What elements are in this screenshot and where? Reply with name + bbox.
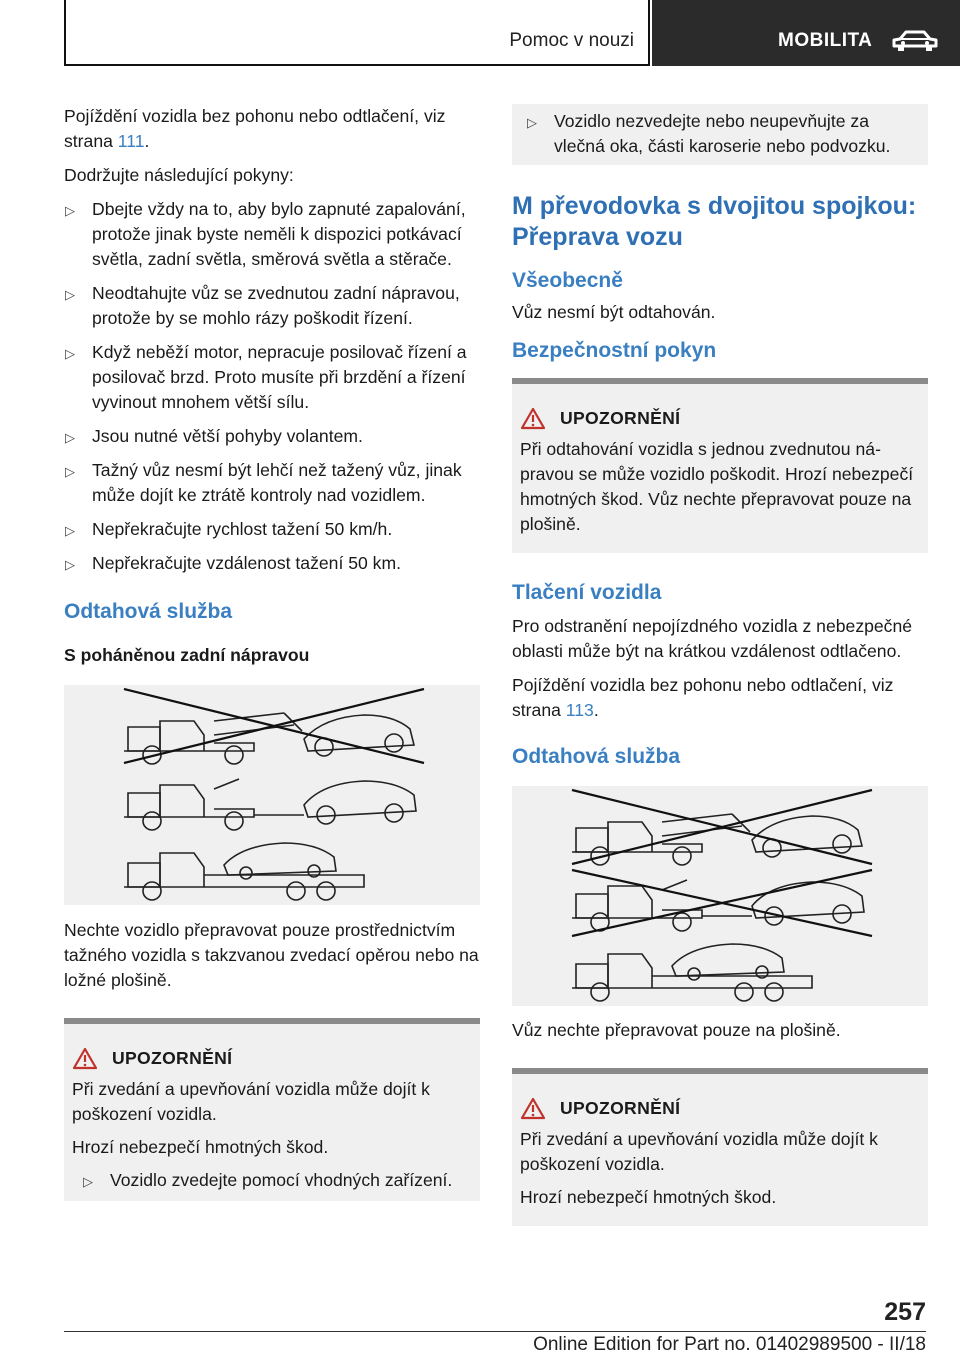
instruction-list xyxy=(64,197,480,576)
warning-triangle-icon xyxy=(72,1047,98,1077)
push-ref-paragraph xyxy=(512,673,928,723)
towing-illustration-svg xyxy=(512,786,928,1006)
push-ref-end: . xyxy=(593,700,599,720)
bullet-triangle-icon: ▷ xyxy=(65,346,75,361)
push-heading: Tlačení vozidla xyxy=(512,581,662,604)
right-column xyxy=(512,104,928,1226)
bullet-triangle-icon: ▷ xyxy=(65,203,75,218)
follow-instructions: Dodržujte následující pokyny: xyxy=(64,165,294,185)
warning-box-towing xyxy=(512,378,928,553)
bullet-triangle-icon: ▷ xyxy=(65,557,75,572)
list-item xyxy=(64,517,480,542)
bullet-triangle-icon: ▷ xyxy=(527,115,537,130)
transport-paragraph: Nechte vozidlo přepravovat pouze prostřednictvím tažného vozidla s takzvanou zvedací opěrou nebo na ložné plošině. xyxy=(64,920,479,990)
list-item xyxy=(64,458,480,508)
bullet-triangle-icon: ▷ xyxy=(65,464,75,479)
list-item-text: Dbejte vždy na to, aby bylo zapnuté zapalování, protože jinak byste neměli k dispozici potkávací světla, zadní světla, směrová světla a stěrače. xyxy=(92,199,466,269)
warning-text-1: Při zvedání a upevňování vozidla může dojít k poškození vozidla. xyxy=(72,1079,430,1124)
rear-drive-heading: S poháněnou zadní nápravou xyxy=(64,645,310,665)
header-chapter-title: MOBILITA xyxy=(778,30,873,51)
list-item-text: Jsou nutné větší pohyby volantem. xyxy=(92,426,363,446)
warning-text: Při odtahování vozidla s jednou zvednutou nápravou se může vozidlo poškodit. Hrozí nebezpečí hmotných škod. Vůz nechte přepravovat pouze na plošině. xyxy=(520,439,914,534)
section-heading-dct: M převodovka s dvojitou spojkou: Přeprava vozu xyxy=(512,192,917,251)
header-section-title: Pomoc v nouzi xyxy=(509,30,634,51)
list-item-text: Vozidlo zvedejte pomocí vhodných zařízení. xyxy=(110,1170,453,1190)
header-chapter-box xyxy=(652,0,960,66)
warning-text-2: Hrozí nebezpečí hmotných škod. xyxy=(72,1137,329,1157)
list-item xyxy=(64,197,480,272)
towing-service-heading: Odtahová služba xyxy=(64,600,233,623)
bullet-triangle-icon: ▷ xyxy=(65,523,75,538)
footer-divider xyxy=(64,1331,926,1332)
note-list xyxy=(526,109,918,159)
left-column xyxy=(64,104,480,1201)
warning-triangle-icon xyxy=(520,1097,546,1127)
footer-edition: Online Edition for Part no. 01402989500 - II/18 xyxy=(533,1334,926,1355)
warning-triangle-icon xyxy=(520,407,546,437)
list-item-text: Nepřekračujte rychlost tažení 50 km/h. xyxy=(92,519,393,539)
towing-illustration-svg xyxy=(64,685,480,905)
warning-title-text: UPOZORNĚNÍ xyxy=(112,1048,233,1068)
general-heading: Všeobecně xyxy=(512,269,623,292)
list-item-text: Nepřekračujte vzdálenost tažení 50 km. xyxy=(92,553,402,573)
warning-list xyxy=(82,1168,470,1193)
warning-title xyxy=(520,1096,918,1121)
warning-title xyxy=(520,406,918,431)
page-link-111[interactable]: 111 xyxy=(117,131,145,151)
list-item-text: Když neběží motor, nepracuje posilovač řízení a posilovač brzd. Proto musíte při brzdění a řízení vyvinout mnohem větší sílu. xyxy=(92,342,467,412)
header-section-box xyxy=(64,0,650,66)
list-item-text: Neodtahujte vůz se zvednutou zadní nápravou, protože by se mohlo rázy poškodit řízení. xyxy=(92,283,460,328)
warning-text-2: Hrozí nebezpečí hmotných škod. xyxy=(520,1187,777,1207)
warning-title-text: UPOZORNĚNÍ xyxy=(560,1098,681,1118)
list-item-text: Vozidlo nezvedejte nebo neupevňujte za vlečná oka, části karoserie nebo podvozku. xyxy=(554,111,891,156)
push-text: Pro odstranění nepojízdného vozidla z nebezpečné oblasti může být na krátkou vzdálenost odtlačeno. xyxy=(512,616,913,661)
warning-title-text: UPOZORNĚNÍ xyxy=(560,408,681,428)
towing-service-heading-right: Odtahová služba xyxy=(512,745,681,768)
warning-title xyxy=(72,1046,470,1071)
list-item xyxy=(64,424,480,449)
page-link-113[interactable]: 113 xyxy=(565,700,594,720)
bullet-triangle-icon: ▷ xyxy=(83,1174,93,1189)
list-item xyxy=(64,551,480,576)
car-icon xyxy=(890,28,940,57)
general-text: Vůz nesmí být odtahován. xyxy=(512,302,716,322)
platform-text: Vůz nechte přepravovat pouze na plošině. xyxy=(512,1020,841,1040)
intro-text: Pojíždění vozidla bez pohonu nebo odtlačení, viz strana xyxy=(64,106,446,151)
page-number: 257 xyxy=(884,1298,926,1326)
bullet-triangle-icon: ▷ xyxy=(65,287,75,302)
warning-box-lift xyxy=(64,1018,480,1201)
towing-methods-illustration-right xyxy=(512,786,928,1006)
warning-box-lift-right xyxy=(512,1068,928,1226)
safety-heading: Bezpečnostní pokyn xyxy=(512,339,717,362)
push-ref-text: Pojíždění vozidla bez pohonu nebo odtlačení, viz strana xyxy=(512,675,894,720)
intro-end: . xyxy=(144,131,150,151)
bullet-triangle-icon: ▷ xyxy=(65,430,75,445)
intro-paragraph xyxy=(64,104,480,154)
list-item xyxy=(526,109,918,159)
warning-text-1: Při zvedání a upevňování vozidla může dojít k poškození vozidla. xyxy=(520,1129,878,1174)
list-item xyxy=(64,340,480,415)
continued-note-box xyxy=(512,104,928,165)
list-item xyxy=(64,281,480,331)
list-item xyxy=(82,1168,470,1193)
list-item-text: Tažný vůz nesmí být lehčí než tažený vůz, jinak může dojít ke ztrátě kontroly nad vozidlem. xyxy=(92,460,462,505)
towing-methods-illustration xyxy=(64,685,480,905)
